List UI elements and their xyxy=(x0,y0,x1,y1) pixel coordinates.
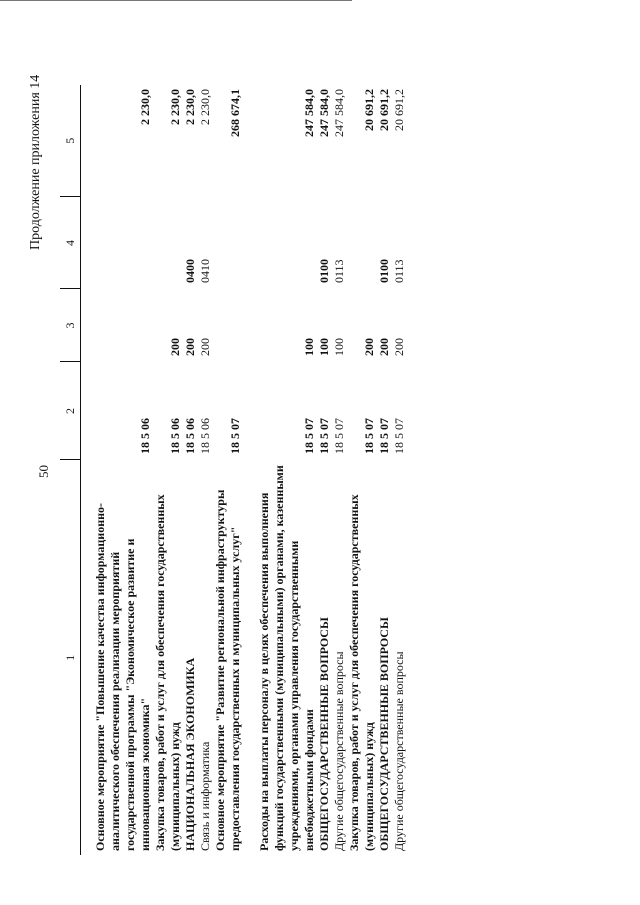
row-rz xyxy=(257,197,317,289)
row-vr: 200 xyxy=(183,338,197,356)
row-code: 18 5 07 xyxy=(392,418,406,454)
row-name: Расходы на выплаты персоналу в целях обеспечения выполнения функций государственными (муниципальными) органами, казенными учреждениями, органами управления государственными внебюджетными фондами xyxy=(257,465,316,851)
column-header: 2 xyxy=(60,362,81,460)
row-sum: 2 230,0 xyxy=(168,89,182,125)
row-sum: 2 230,0 xyxy=(198,89,212,125)
table-row xyxy=(81,85,154,855)
column-header: 1 xyxy=(60,460,81,855)
row-code: 18 5 07 xyxy=(228,418,242,454)
table-row xyxy=(377,85,392,855)
row-code: 18 5 07 xyxy=(362,418,376,454)
row-name: Закупка товаров, работ и услуг для обеспечения государственных (муниципальных) нужд xyxy=(347,494,376,851)
row-vr: 100 xyxy=(302,338,316,356)
row-rz: 0113 xyxy=(392,259,406,283)
continuation-label: Продолжение приложения 14 xyxy=(28,74,43,250)
row-code: 18 5 06 xyxy=(183,418,197,454)
row-code: 18 5 06 xyxy=(138,418,152,454)
table-row xyxy=(213,85,243,855)
table-row xyxy=(332,85,347,855)
row-code: 18 5 07 xyxy=(302,418,316,454)
row-sum: 247 584,0 xyxy=(332,89,346,137)
table-header-row xyxy=(60,85,81,855)
table-row xyxy=(317,85,332,855)
row-name: Закупка товаров, работ и услуг для обеспечения государственных (муниципальных) нужд xyxy=(153,494,182,851)
row-code: 18 5 06 xyxy=(198,418,212,454)
row-vr: 200 xyxy=(168,338,182,356)
budget-table xyxy=(60,85,407,855)
column-header: 4 xyxy=(60,197,81,289)
rotated-page xyxy=(0,65,560,880)
table-row xyxy=(153,85,183,855)
page-number: 50 xyxy=(36,465,51,478)
row-sum: 20 691,2 xyxy=(392,89,406,131)
row-name: Другие общегосударственные вопросы xyxy=(332,651,346,851)
table-row xyxy=(183,85,198,855)
row-rz: 0410 xyxy=(198,259,212,283)
row-vr: 200 xyxy=(377,338,391,356)
row-rz: 0100 xyxy=(317,259,331,283)
row-rz xyxy=(81,197,154,289)
row-vr: 100 xyxy=(332,338,346,356)
row-rz: 0400 xyxy=(183,259,197,283)
row-rz xyxy=(347,197,377,289)
row-vr xyxy=(213,289,243,362)
scan-edge-line xyxy=(0,0,352,1)
row-name: Основное мероприятие "Развитие региональной инфраструктуры предоставления государственных и муниципальных услуг" xyxy=(213,489,242,851)
row-name: НАЦИОНАЛЬНАЯ ЭКОНОМИКА xyxy=(183,657,197,851)
row-name: ОБЩЕГОСУДАРСТВЕННЫЕ ВОПРОСЫ xyxy=(317,617,331,851)
column-header: 3 xyxy=(60,289,81,362)
row-sum: 20 691,2 xyxy=(377,89,391,131)
row-rz: 0100 xyxy=(377,259,391,283)
row-vr: 100 xyxy=(317,338,331,356)
row-rz xyxy=(213,197,243,289)
row-sum: 2 230,0 xyxy=(138,89,152,125)
table-row xyxy=(347,85,377,855)
row-name: Другие общегосударственные вопросы xyxy=(392,651,406,851)
row-rz xyxy=(153,197,183,289)
row-code: 18 5 07 xyxy=(377,418,391,454)
row-vr: 200 xyxy=(198,338,212,356)
table-row xyxy=(198,85,213,855)
row-sum: 268 674,1 xyxy=(228,89,242,137)
row-vr: 200 xyxy=(392,338,406,356)
row-code: 18 5 07 xyxy=(317,418,331,454)
row-name: Основное мероприятие "Повышение качества информационно-аналитического обеспечения реализации мероприятий государственной программы "Экономическое развитие и инновационная экономика" xyxy=(93,502,152,851)
row-sum: 247 584,0 xyxy=(302,89,316,137)
row-vr: 200 xyxy=(362,338,376,356)
row-vr xyxy=(81,289,154,362)
row-rz: 0113 xyxy=(332,259,346,283)
row-sum: 247 584,0 xyxy=(317,89,331,137)
row-name: Связь и информатика xyxy=(198,741,212,851)
table-row xyxy=(392,85,407,855)
spacer-row xyxy=(243,85,257,855)
column-header: 5 xyxy=(60,85,81,197)
row-code: 18 5 06 xyxy=(168,418,182,454)
row-name: ОБЩЕГОСУДАРСТВЕННЫЕ ВОПРОСЫ xyxy=(377,617,391,851)
row-sum: 2 230,0 xyxy=(183,89,197,125)
table-row xyxy=(257,85,317,855)
row-code: 18 5 07 xyxy=(332,418,346,454)
row-sum: 20 691,2 xyxy=(362,89,376,131)
